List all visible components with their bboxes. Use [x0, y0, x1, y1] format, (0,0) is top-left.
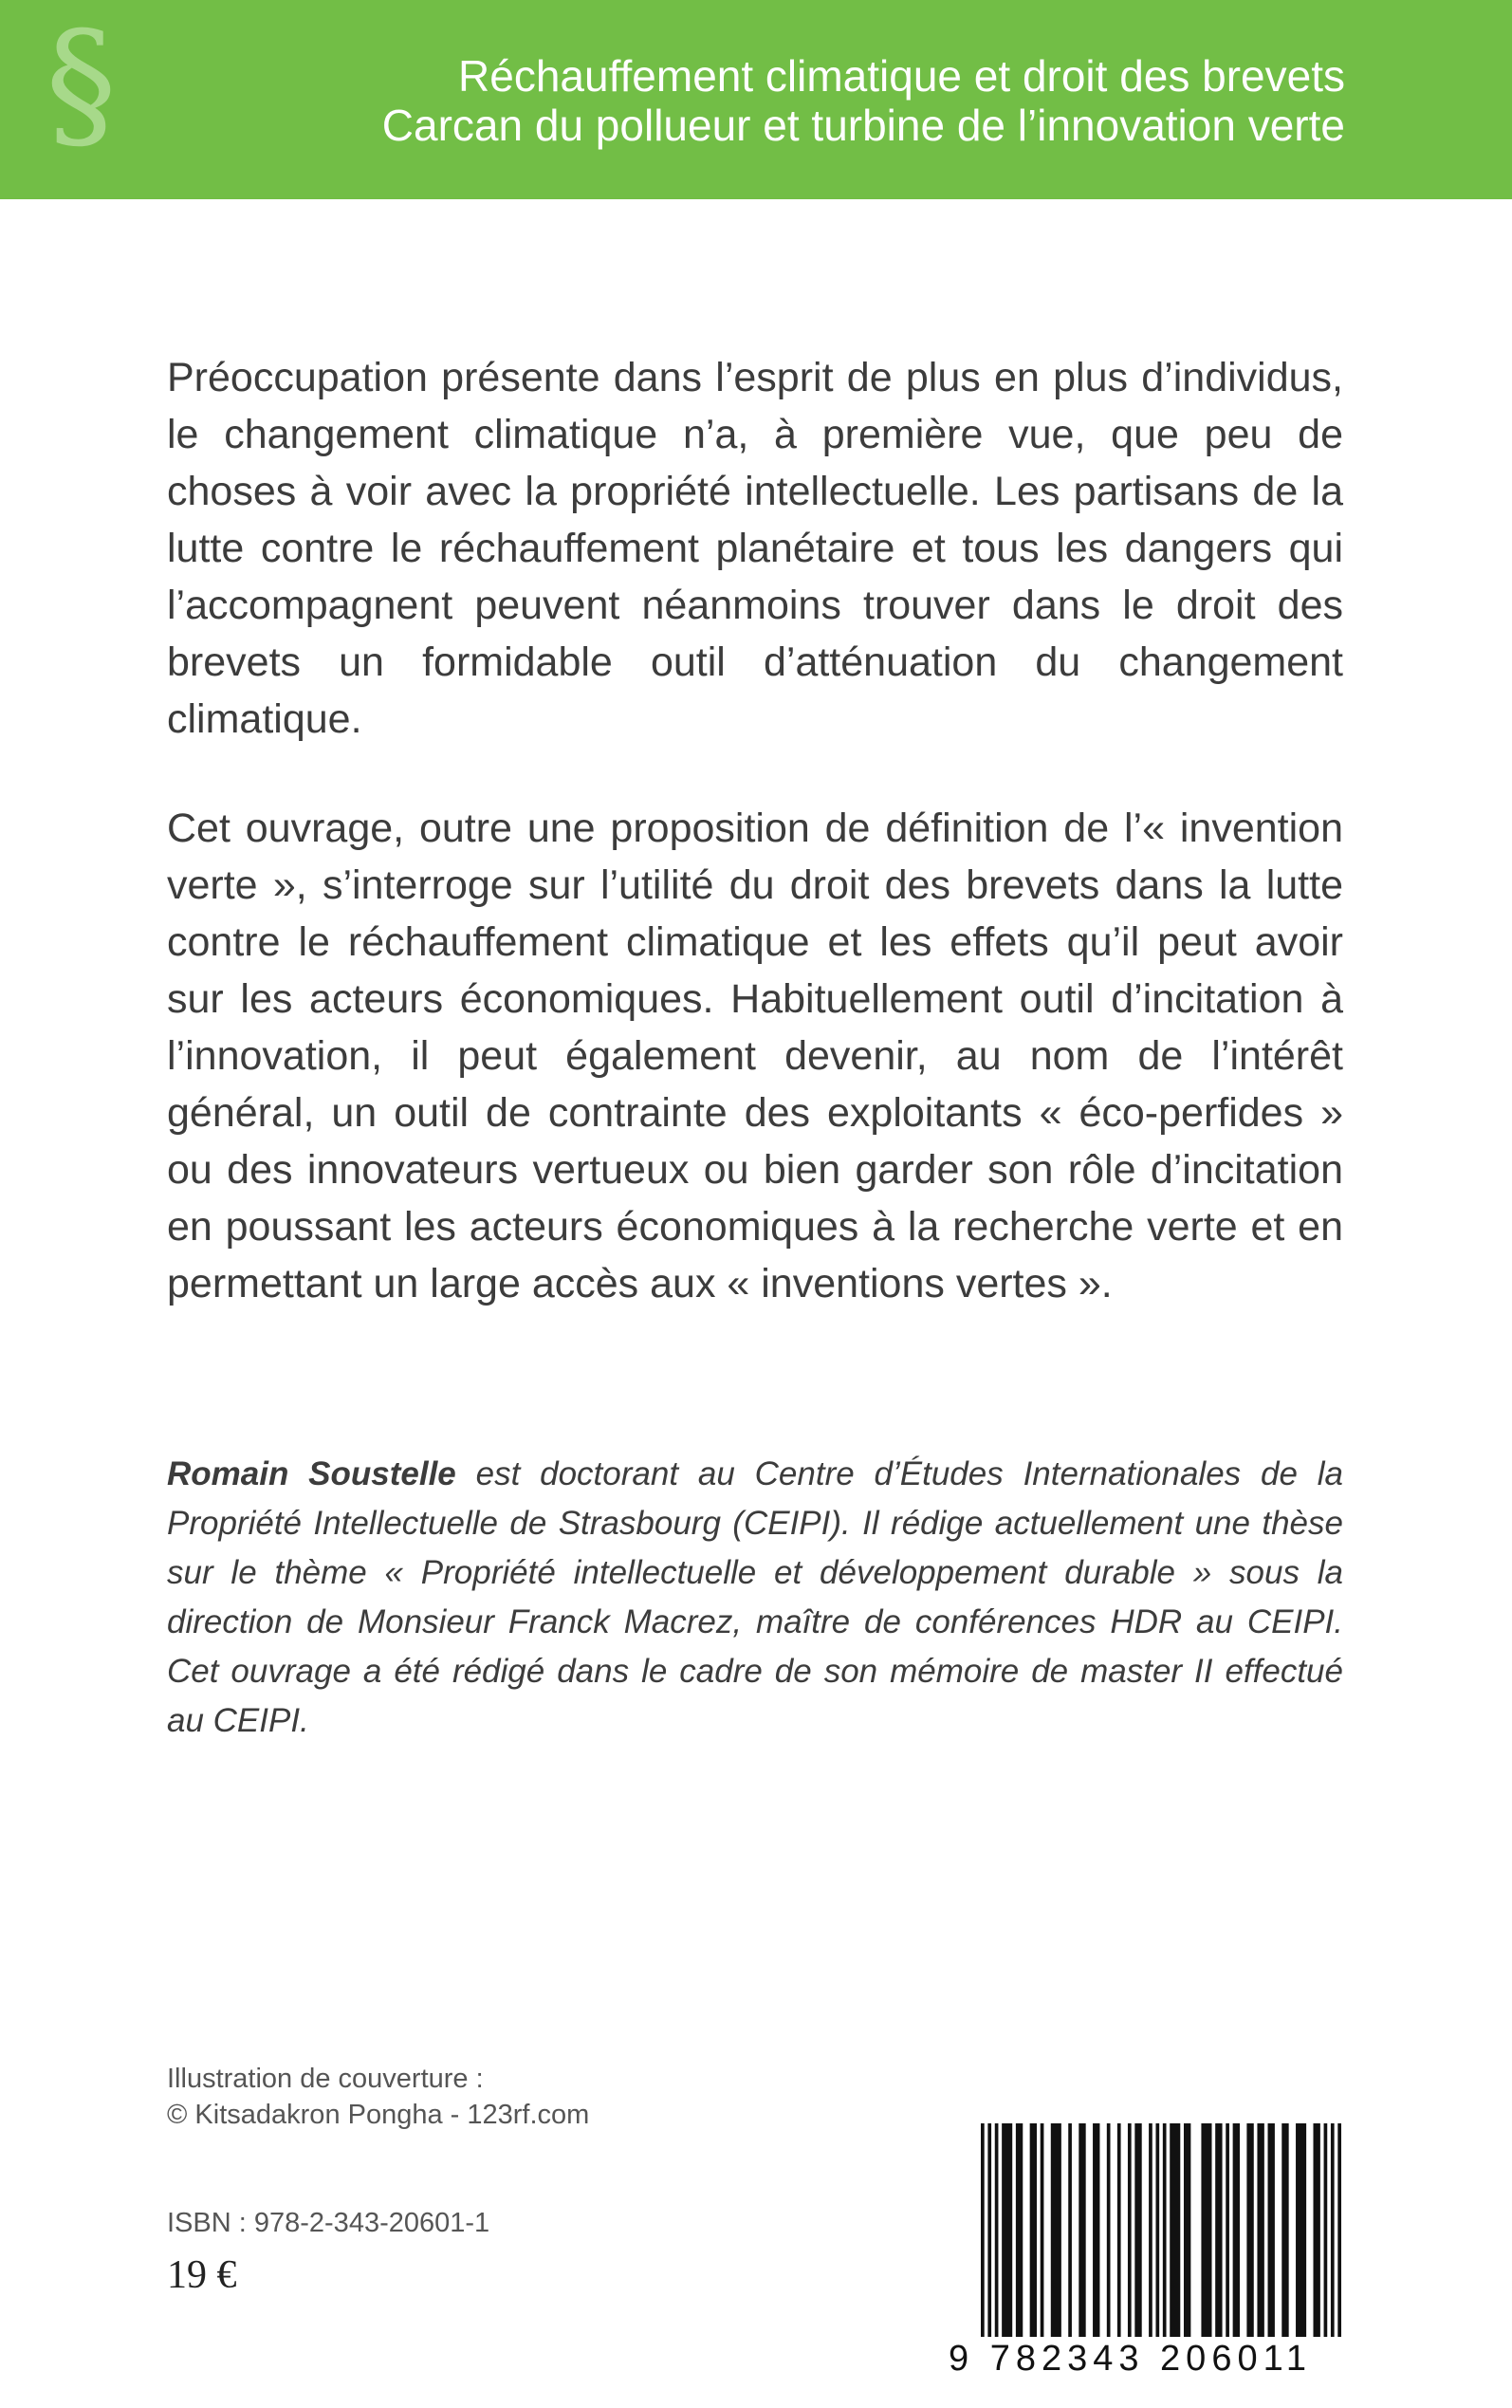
barcode-bar — [1257, 2123, 1263, 2337]
book-title: Réchauffement climatique et droit des brevets — [458, 51, 1345, 101]
barcode-bar — [1117, 2123, 1121, 2337]
summary-paragraph-2: Cet ouvrage, outre une proposition de définition de l’« invention verte », s’interroge sur l’utilité du droit des brevets dans la lutte contre le réchauffement climatique et les effets qu’il peut avoir sur les acteurs économiques. Habituellement outil d’incitation à l’innovation, il peut également devenir, au nom de l’intérêt général, un outil de contrainte des exploitants « éco-perfides » ou des innovateurs vertueux ou bien garder son rôle d’incitation en poussant les acteurs économiques à la recherche verte et en permettant un large accès aux « inventions vertes ». — [167, 806, 1343, 1306]
book-titles — [382, 51, 1345, 150]
barcode-bar — [1331, 2123, 1335, 2337]
barcode-bar — [1002, 2123, 1012, 2337]
barcode-bar — [1107, 2123, 1111, 2337]
barcode — [949, 2123, 1345, 2389]
barcode-bar — [981, 2123, 985, 2337]
barcode-bar — [1163, 2123, 1167, 2337]
barcode-bar — [1016, 2123, 1023, 2337]
barcode-bars — [949, 2123, 1345, 2337]
barcode-bar — [1170, 2123, 1180, 2337]
barcode-bar — [1337, 2123, 1341, 2337]
barcode-bar — [1324, 2123, 1328, 2337]
barcode-bar — [1079, 2123, 1085, 2337]
barcode-bar — [1233, 2123, 1240, 2337]
barcode-bar — [1155, 2123, 1159, 2337]
barcode-bar — [1051, 2123, 1061, 2337]
summary-paragraph-1: Préoccupation présente dans l’esprit de plus en plus d’individus, le changement climatique n’a, à première vue, que peu de choses à voir avec la propriété intellectuelle. Les partisans de la lutte contre le réchauffement planétaire et tous les dangers qui l’accompagnent peuvent néanmoins trouver dans le droit des brevets un formidable outil d’atténuation du changement climatique. — [167, 355, 1343, 742]
barcode-bar — [1226, 2123, 1229, 2337]
header-band — [0, 0, 1512, 199]
barcode-bar — [1282, 2123, 1288, 2337]
barcode-bar — [987, 2123, 991, 2337]
barcode-bar — [995, 2123, 999, 2337]
barcode-bar — [1149, 2123, 1152, 2337]
section-sign-logo: § — [46, 2, 117, 167]
author-bio — [167, 1450, 1343, 1746]
author-name: Romain Soustelle — [167, 1455, 456, 1492]
isbn: ISBN : 978-2-343-20601-1 — [167, 2208, 490, 2238]
barcode-bar — [1134, 2123, 1141, 2337]
cover-credit-label: Illustration de couverture : — [167, 2064, 484, 2094]
barcode-bar — [1068, 2123, 1072, 2337]
barcode-digits: 9 782343 206011 — [949, 2339, 1313, 2379]
barcode-bar — [1246, 2123, 1253, 2337]
barcode-bar — [1041, 2123, 1044, 2337]
barcode-bar — [1313, 2123, 1319, 2337]
barcode-bar — [1128, 2123, 1132, 2337]
barcode-bar — [1184, 2123, 1190, 2337]
barcode-bar — [1215, 2123, 1222, 2337]
cover-credit — [167, 2061, 589, 2133]
author-bio-text: est doctorant au Centre d’Études Internationales de la Propriété Intellectuelle de Strasbourg (CEIPI). Il rédige actuellement une thèse sur le thème « Propriété intellectuelle et développement durable » sous la direction de Monsieur Franck Macrez, maître de conférences HDR au CEIPI. Cet ouvrage a été rédigé dans le cadre de son mémoire de master II effectué au CEIPI. — [167, 1455, 1344, 1739]
book-subtitle: Carcan du pollueur et turbine de l’innovation verte — [381, 101, 1345, 150]
barcode-bar — [1201, 2123, 1211, 2337]
cover-credit-value: © Kitsadakron Pongha - 123rf.com — [167, 2100, 590, 2130]
barcode-bar — [1030, 2123, 1037, 2337]
barcode-bar — [1268, 2123, 1275, 2337]
barcode-bar — [1093, 2123, 1099, 2337]
price: 19 € — [167, 2253, 237, 2297]
barcode-bar — [1296, 2123, 1306, 2337]
